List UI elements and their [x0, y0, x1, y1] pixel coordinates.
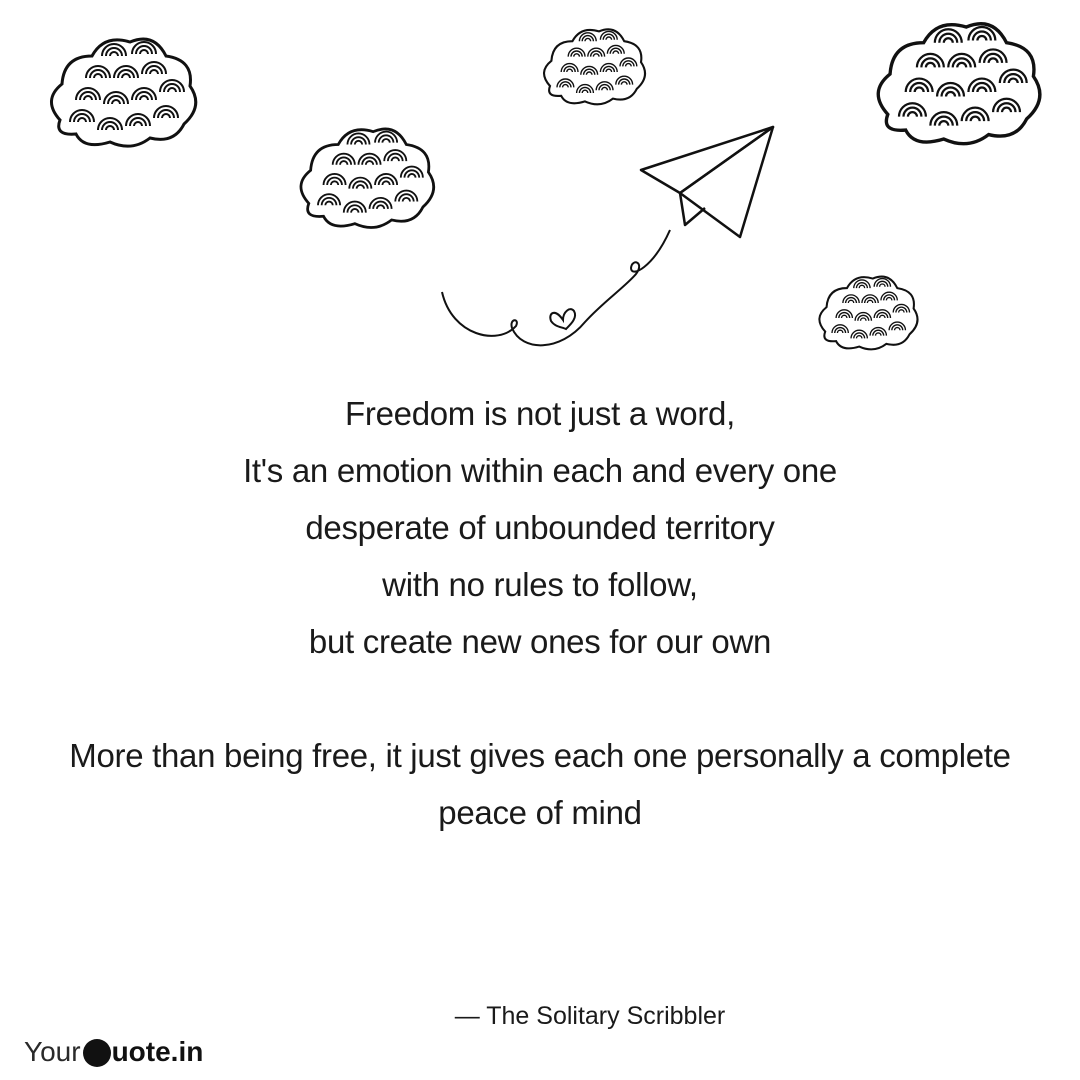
doodle-cloud-icon [878, 24, 1040, 144]
doodle-cloud-icon [51, 39, 195, 146]
paper-plane-icon [641, 127, 773, 237]
quote-bubble-icon [83, 1039, 111, 1067]
quote-line: but create new ones for our own [308, 623, 772, 660]
quote-line: desperate of unbounded territory [305, 509, 775, 546]
doodle-cloud-icon [544, 29, 645, 104]
flight-trail [442, 230, 670, 345]
doodle-cloud-icon [819, 277, 917, 350]
heart-icon [550, 309, 575, 329]
quote-line: Freedom is not just a word, [345, 395, 735, 432]
yourquote-logo[interactable] [24, 1030, 203, 1074]
quote-text [0, 385, 1080, 841]
brand-your: Your [24, 1036, 81, 1067]
illustration [0, 0, 1080, 380]
doodle-cloud-icon [301, 129, 434, 228]
author-signature: — The Solitary Scribbler [454, 1002, 726, 1030]
quote-line: peace of mind [438, 794, 642, 831]
quote-line: with no rules to follow, [382, 566, 698, 603]
quote-line: More than being free, it just gives each one personally a complete [69, 737, 1011, 774]
brand-rest: uote.in [111, 1036, 204, 1067]
quote-line: It's an emotion within each and every one [243, 452, 837, 489]
paragraph-gap [0, 670, 1080, 727]
